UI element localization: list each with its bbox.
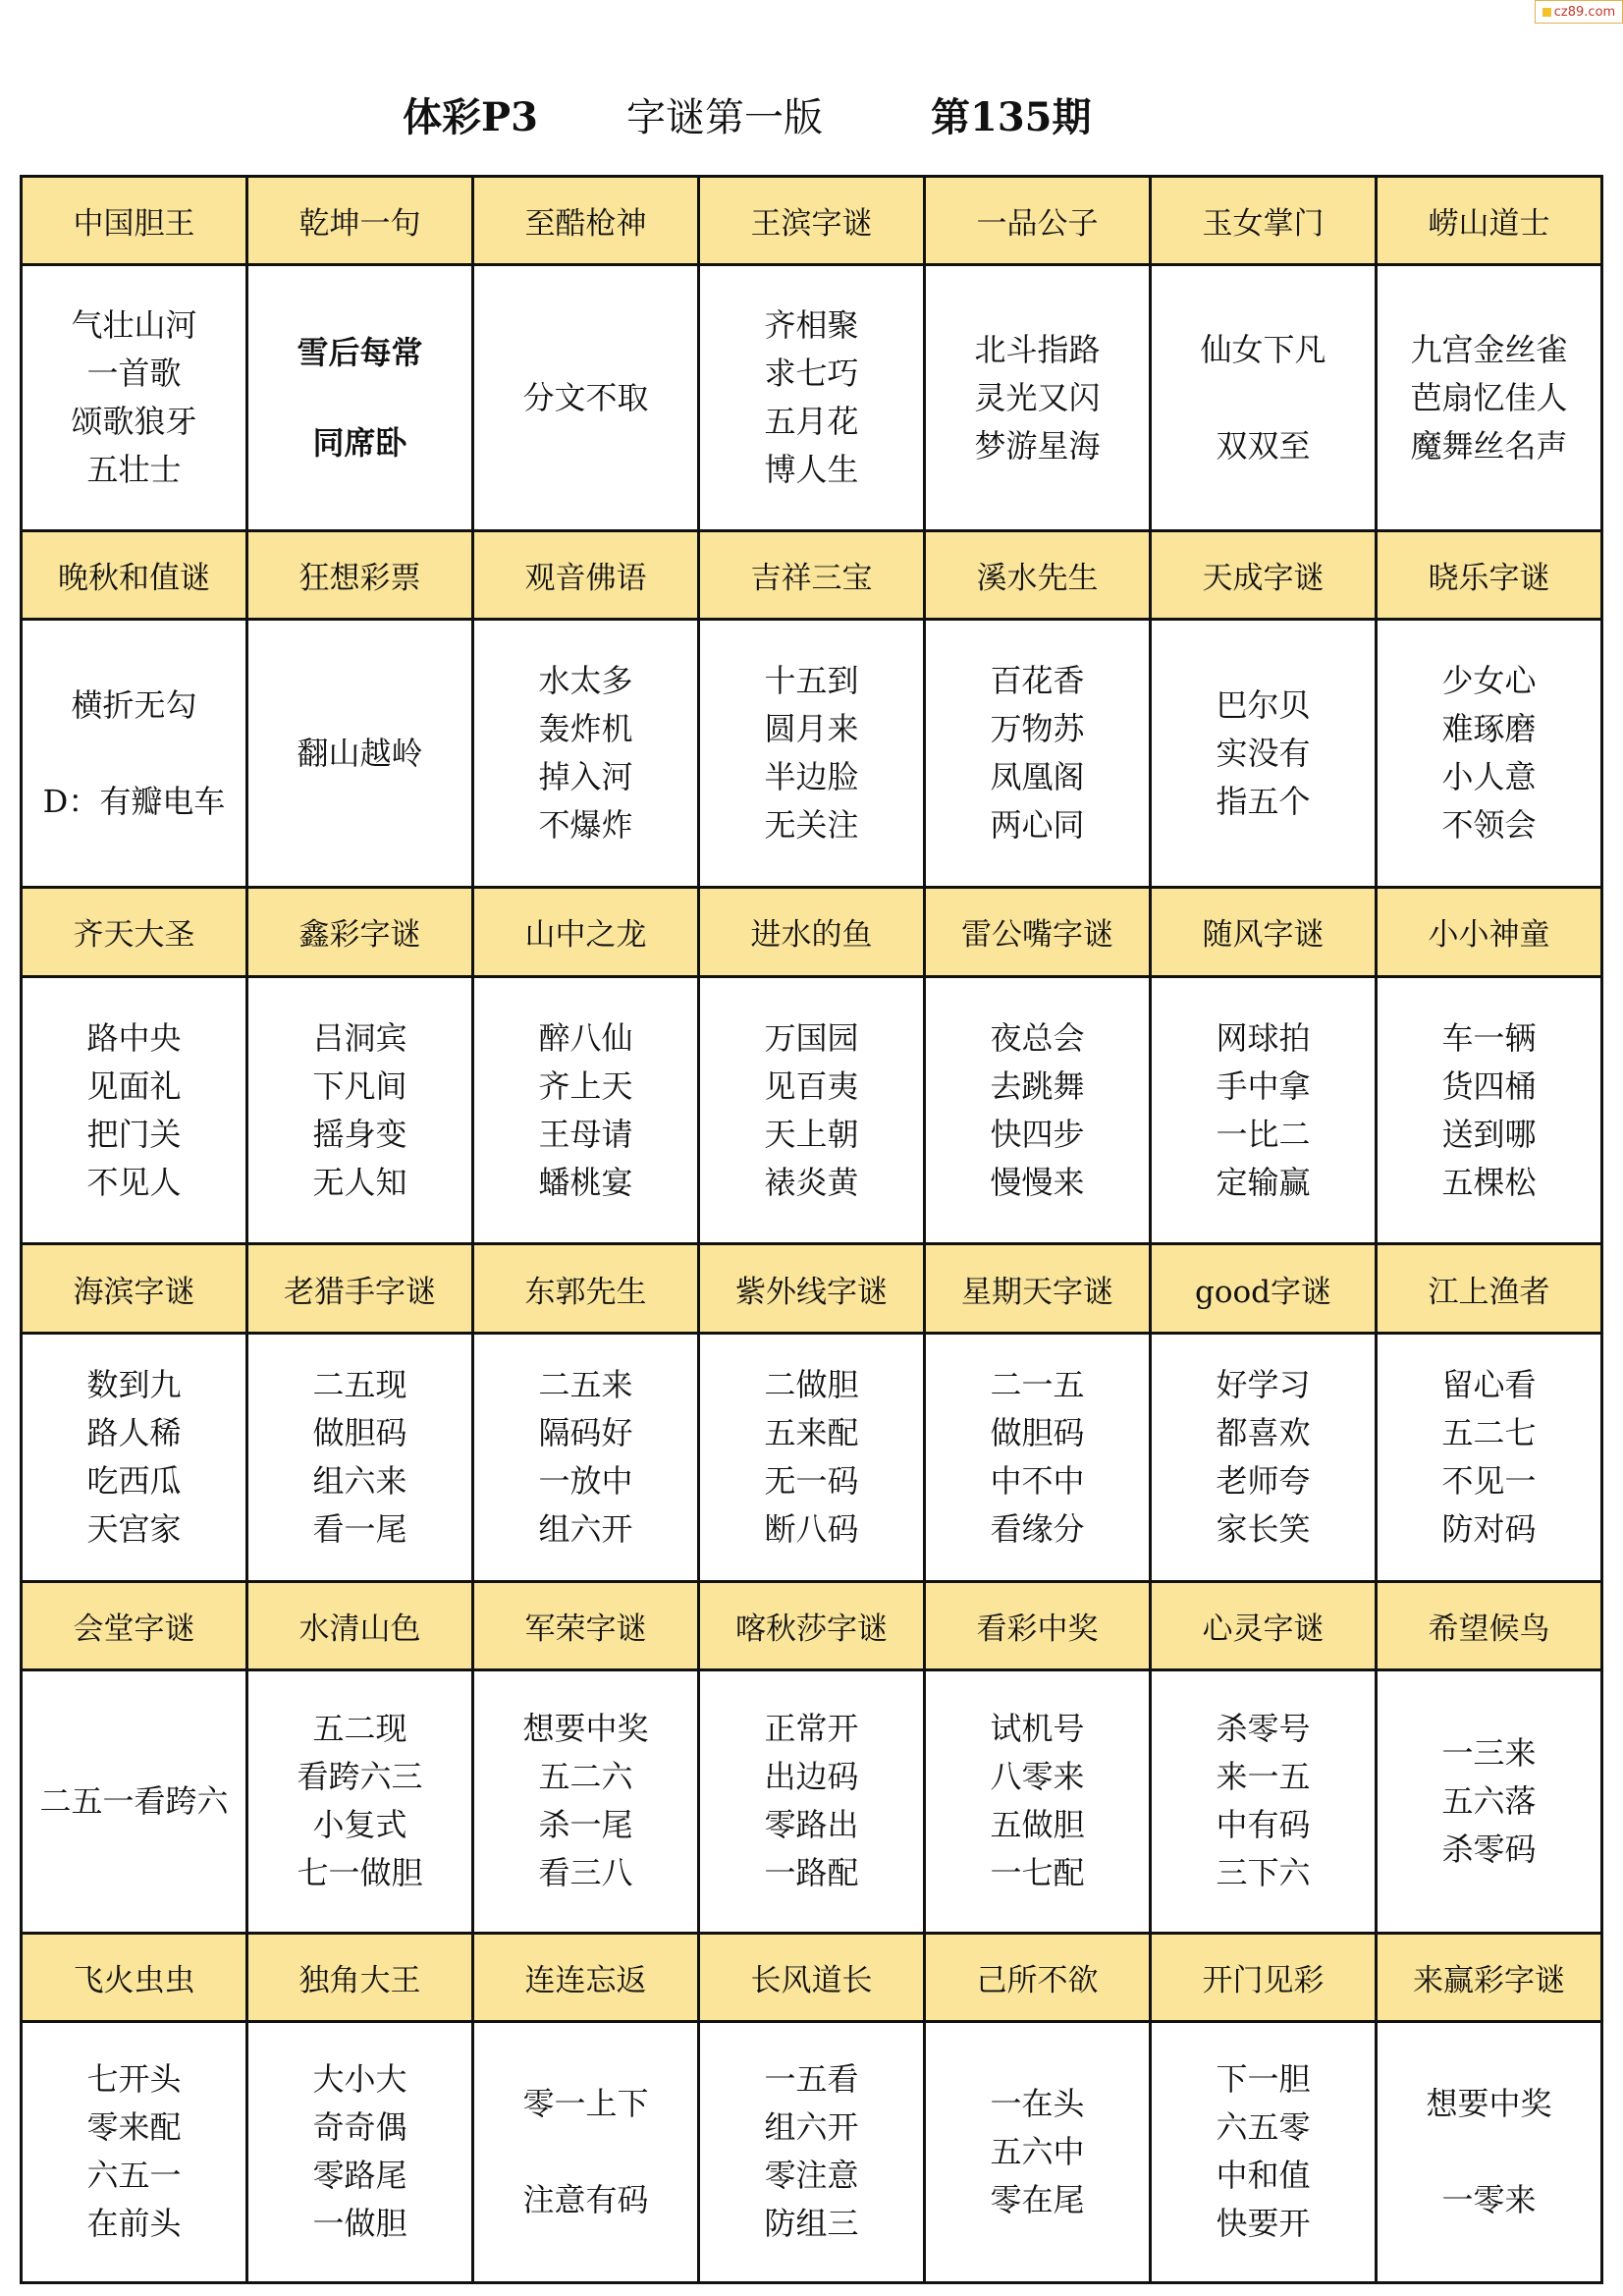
riddle-line: 隔码好 [538,1413,633,1451]
riddle-line: 下凡间 [312,1066,407,1105]
riddle-line: 想要中奖 [1426,2084,1552,2122]
riddle-line: 凤凰阁 [990,758,1085,796]
riddle-line: 二五一看跨六 [39,1781,229,1820]
riddle-row [22,976,1602,1244]
riddle-line: 都喜欢 [1216,1413,1311,1451]
riddle-cell [473,2021,699,2282]
riddle-line: 大小大 [312,2060,407,2099]
riddle-line: 魔舞丝名声 [1410,426,1568,465]
riddle-line: 五六落 [1441,1781,1537,1820]
riddle-line: 去跳舞 [990,1066,1085,1105]
riddle-line: 中和值 [1216,2157,1311,2195]
riddle-cell [1377,976,1602,1244]
riddle-line: 定输赢 [1216,1163,1311,1201]
riddle-line: 看缘分 [990,1509,1085,1548]
riddle-cell [1377,1333,1602,1581]
riddle-line: 齐上天 [538,1066,633,1105]
riddle-line: 天宫家 [86,1509,182,1548]
riddle-line: 不爆炸 [538,806,633,845]
column-author-header: 长风道长 [699,1933,925,2021]
column-author-header: 一品公子 [925,177,1151,265]
edition-title: 字谜第一版 [626,95,823,140]
column-author-header: 王滨字谜 [699,177,925,265]
riddle-line: 注意有码 [522,2180,649,2218]
riddle-line: 万物苏 [990,710,1085,748]
riddle-line: 气壮山河 [71,306,197,345]
riddle-line: 来一五 [1216,1758,1311,1796]
blank-line [23,730,245,778]
column-author-header: 看彩中奖 [925,1581,1151,1669]
riddle-line: 八零来 [990,1758,1085,1796]
riddle-line: 三下六 [1216,1854,1311,1892]
riddle-line: 杀零码 [1441,1830,1537,1868]
riddle-line: 正常开 [764,1710,859,1748]
riddle-line: 天上朝 [764,1115,859,1153]
riddle-line: 快要开 [1216,2205,1311,2243]
riddle-line: 组六开 [538,1509,633,1548]
riddle-line: 看跨六三 [297,1758,423,1796]
column-author-header: 观音佛语 [473,531,699,620]
riddle-line: 雪后每常 [297,334,423,372]
riddle-line: 数到九 [86,1365,182,1403]
column-author-header: 晚秋和值谜 [22,531,247,620]
riddle-cell [1151,1669,1377,1933]
riddle-line: 五六中 [990,2132,1085,2170]
riddle-line: 夜总会 [990,1018,1085,1057]
lottery-name: 体彩P3 [403,94,538,140]
riddle-cell [247,976,473,1244]
riddle-line: 在前头 [86,2205,182,2243]
riddle-line: 留心看 [1441,1365,1537,1403]
riddle-line: 五二六 [538,1758,633,1796]
riddle-line: 一在头 [990,2084,1085,2122]
riddle-line: 一五看 [764,2060,859,2099]
riddle-line: 仙女下凡 [1200,330,1326,368]
riddle-line: 杀零号 [1216,1710,1311,1748]
riddle-cell [699,2021,925,2282]
riddle-line: 二五现 [312,1365,407,1403]
blank-line [1378,2128,1600,2176]
riddle-cell [1151,1333,1377,1581]
riddle-line: 慢慢来 [990,1163,1085,1201]
site-watermark [1535,0,1623,24]
riddle-line: 送到哪 [1441,1115,1537,1153]
riddle-line: 出边码 [764,1758,859,1796]
riddle-line: 五做胆 [990,1806,1085,1844]
riddle-line: 断八码 [764,1509,859,1548]
riddle-line: 齐相聚 [764,306,859,345]
riddle-line: 做胆码 [312,1413,407,1451]
riddle-line: 二做胆 [764,1365,859,1403]
riddle-line: 快四步 [990,1115,1085,1153]
riddle-line: 中有码 [1216,1806,1311,1844]
riddle-line: 小人意 [1441,758,1537,796]
column-author-header: 连连忘返 [473,1933,699,2021]
riddle-line: 七开头 [86,2060,182,2099]
riddle-line: 七一做胆 [297,1854,423,1892]
riddle-line: 同席卧 [312,424,407,463]
column-author-header: 希望候鸟 [1377,1581,1602,1669]
column-author-header: 齐天大圣 [22,888,247,976]
riddle-line: 零一上下 [522,2084,649,2122]
column-author-header: 中国胆王 [22,177,247,265]
riddle-line: 万国园 [764,1018,859,1057]
column-author-header: 天成字谜 [1151,531,1377,620]
column-author-header: 来赢彩字谜 [1377,1933,1602,2021]
riddle-cell [22,620,247,888]
riddle-line: 博人生 [764,451,859,489]
riddle-cell [22,976,247,1244]
column-author-header: 玉女掌门 [1151,177,1377,265]
riddle-line: 无人知 [312,1163,407,1201]
riddle-cell [699,265,925,531]
column-author-header: 随风字谜 [1151,888,1377,976]
riddle-line: 五二现 [312,1710,407,1748]
column-author-header: 吉祥三宝 [699,531,925,620]
riddle-line: 无一码 [764,1461,859,1500]
column-author-header: 东郭先生 [473,1244,699,1333]
riddle-line: 手中拿 [1216,1066,1311,1105]
riddle-line: 五壮士 [86,451,182,489]
column-author-header: 鑫彩字谜 [247,888,473,976]
column-author-header: 崂山道士 [1377,177,1602,265]
riddle-cell [1151,976,1377,1244]
riddle-line: 一三来 [1441,1733,1537,1772]
header-row [22,1933,1602,2021]
riddle-line: 水太多 [538,662,633,700]
riddle-cell [699,1669,925,1933]
riddle-cell [925,976,1151,1244]
riddle-line: 见面礼 [86,1066,182,1105]
riddle-line: 二五来 [538,1365,633,1403]
column-author-header: 紫外线字谜 [699,1244,925,1333]
riddle-line: 巴尔贝 [1216,685,1311,724]
riddle-row [22,1333,1602,1581]
blank-line [474,2128,697,2176]
riddle-table [20,175,1603,2284]
riddle-cell [247,1333,473,1581]
riddle-line: 组六来 [312,1461,407,1500]
riddle-row [22,620,1602,888]
riddle-line: 蟠桃宴 [538,1163,633,1201]
riddle-line: 横折无勾 [71,685,197,724]
header-row [22,1581,1602,1669]
riddle-cell [473,1669,699,1933]
riddle-line: 五月花 [764,403,859,441]
riddle-line: 网球拍 [1216,1018,1311,1057]
riddle-cell [247,2021,473,2282]
riddle-line: 轰炸机 [538,710,633,748]
column-author-header: 雷公嘴字谜 [925,888,1151,976]
riddle-line: 五来配 [764,1413,859,1451]
riddle-cell [925,1669,1151,1933]
riddle-line: 难琢磨 [1441,710,1537,748]
riddle-line: 零注意 [764,2157,859,2195]
riddle-cell [22,1333,247,1581]
column-author-header: 会堂字谜 [22,1581,247,1669]
riddle-line: 见百夷 [764,1066,859,1105]
riddle-line: 五棵松 [1441,1163,1537,1201]
riddle-line: 灵光又闪 [974,378,1101,416]
riddle-line: 一零来 [1441,2180,1537,2218]
riddle-line: 看三八 [538,1854,633,1892]
header-row [22,531,1602,620]
riddle-line: 路人稀 [86,1413,182,1451]
riddle-cell [22,2021,247,2282]
page-header [0,88,1623,147]
riddle-cell [247,265,473,531]
riddle-cell [925,2021,1151,2282]
riddle-line: 六五零 [1216,2108,1311,2147]
column-author-header: 开门见彩 [1151,1933,1377,2021]
column-author-header: 军荣字谜 [473,1581,699,1669]
riddle-cell [247,1669,473,1933]
riddle-cell [22,1669,247,1933]
riddle-cell [925,265,1151,531]
riddle-line: 半边脸 [764,758,859,796]
column-author-header: 溪水先生 [925,531,1151,620]
column-author-header: 进水的鱼 [699,888,925,976]
column-author-header: good字谜 [1151,1244,1377,1333]
riddle-line: 百花香 [990,662,1085,700]
riddle-line: 货四桶 [1441,1066,1537,1105]
riddle-line: 杀一尾 [538,1806,633,1844]
riddle-line: 零路尾 [312,2157,407,2195]
riddle-line: 一比二 [1216,1115,1311,1153]
column-author-header: 晓乐字谜 [1377,531,1602,620]
riddle-cell [473,265,699,531]
riddle-line: 五二七 [1441,1413,1537,1451]
header-row [22,1244,1602,1333]
riddle-line: 试机号 [990,1710,1085,1748]
column-author-header: 己所不欲 [925,1933,1151,2021]
riddle-line: 掉入河 [538,758,633,796]
riddle-cell [699,976,925,1244]
riddle-line: 吕洞宾 [312,1018,407,1057]
riddle-line: 看一尾 [312,1509,407,1548]
riddle-line: 小复式 [312,1806,407,1844]
riddle-row [22,1669,1602,1933]
riddle-cell [1377,620,1602,888]
riddle-line: 一七配 [990,1854,1085,1892]
riddle-cell [473,976,699,1244]
riddle-line: 少女心 [1441,662,1537,700]
riddle-cell [247,620,473,888]
column-author-header: 海滨字谜 [22,1244,247,1333]
riddle-cell [1151,620,1377,888]
column-author-header: 小小神童 [1377,888,1602,976]
column-author-header: 喀秋莎字谜 [699,1581,925,1669]
riddle-line: 梦游星海 [974,426,1101,465]
column-author-header: 老猎手字谜 [247,1244,473,1333]
header-row [22,888,1602,976]
riddle-line: 组六开 [764,2108,859,2147]
riddle-line: 醉八仙 [538,1018,633,1057]
riddle-line: 颂歌狼牙 [71,403,197,441]
riddle-line: 下一胆 [1216,2060,1311,2099]
riddle-cell [473,1333,699,1581]
riddle-row [22,265,1602,531]
riddle-line: 北斗指路 [974,330,1101,368]
riddle-line: 不见人 [86,1163,182,1201]
riddle-line: 把门关 [86,1115,182,1153]
riddle-cell [1151,2021,1377,2282]
riddle-line: 一放中 [538,1461,633,1500]
watermark-text: cz89.com [1553,4,1616,20]
riddle-cell [1151,265,1377,531]
column-author-header: 水清山色 [247,1581,473,1669]
riddle-line: 九宫金丝雀 [1410,330,1568,368]
column-author-header: 江上渔者 [1377,1244,1602,1333]
riddle-line: 路中央 [86,1018,182,1057]
riddle-line: 二一五 [990,1365,1085,1403]
header-row [22,177,1602,265]
riddle-cell [1377,1669,1602,1933]
riddle-cell [699,1333,925,1581]
riddle-line: 好学习 [1216,1365,1311,1403]
column-author-header: 至酷枪神 [473,177,699,265]
riddle-line: 防组三 [764,2205,859,2243]
column-author-header: 独角大王 [247,1933,473,2021]
riddle-line: 圆月来 [764,710,859,748]
riddle-cell [925,620,1151,888]
riddle-line: 一首歌 [86,355,182,393]
watermark-logo-icon [1542,8,1551,17]
riddle-line: 防对码 [1441,1509,1537,1548]
issue-number: 第135期 [931,94,1092,140]
riddle-line: 一路配 [764,1854,859,1892]
column-author-header: 乾坤一句 [247,177,473,265]
riddle-line: 不见一 [1441,1461,1537,1500]
riddle-line: 零在尾 [990,2180,1085,2218]
riddle-line: D：有瓣电车 [42,782,226,820]
riddle-cell [699,620,925,888]
riddle-line: 王母请 [538,1115,633,1153]
riddle-cell [925,1333,1151,1581]
riddle-line: 裱炎黄 [764,1163,859,1201]
riddle-line: 一做胆 [312,2205,407,2243]
riddle-line: 零来配 [86,2108,182,2147]
riddle-cell [473,620,699,888]
riddle-line: 想要中奖 [522,1710,649,1748]
blank-line [1152,374,1375,422]
riddle-cell [22,265,247,531]
riddle-line: 不领会 [1441,806,1537,845]
riddle-line: 奇奇偶 [312,2108,407,2147]
riddle-line: 六五一 [86,2157,182,2195]
riddle-line: 吃西瓜 [86,1461,182,1500]
column-author-header: 星期天字谜 [925,1244,1151,1333]
column-author-header: 心灵字谜 [1151,1581,1377,1669]
riddle-line: 家长笑 [1216,1509,1311,1548]
column-author-header: 山中之龙 [473,888,699,976]
riddle-line: 分文不取 [522,378,649,416]
riddle-line: 无关注 [764,806,859,845]
riddle-line: 双双至 [1216,426,1311,465]
riddle-cell [1377,265,1602,531]
column-author-header: 飞火虫虫 [22,1933,247,2021]
riddle-cell [1377,2021,1602,2282]
riddle-line: 零路出 [764,1806,859,1844]
column-author-header: 狂想彩票 [247,531,473,620]
riddle-line: 芭扇忆佳人 [1410,378,1568,416]
riddle-line: 摇身变 [312,1115,407,1153]
riddle-line: 求七巧 [764,355,859,393]
riddle-line: 做胆码 [990,1413,1085,1451]
riddle-line: 翻山越岭 [297,734,423,772]
riddle-line: 十五到 [764,662,859,700]
riddle-line: 中不中 [990,1461,1085,1500]
riddle-line: 车一辆 [1441,1018,1537,1057]
riddle-line: 两心同 [990,806,1085,845]
riddle-row [22,2021,1602,2282]
riddle-line: 老师夸 [1216,1461,1311,1500]
riddle-line: 实没有 [1216,734,1311,772]
riddle-line: 指五个 [1216,782,1311,820]
